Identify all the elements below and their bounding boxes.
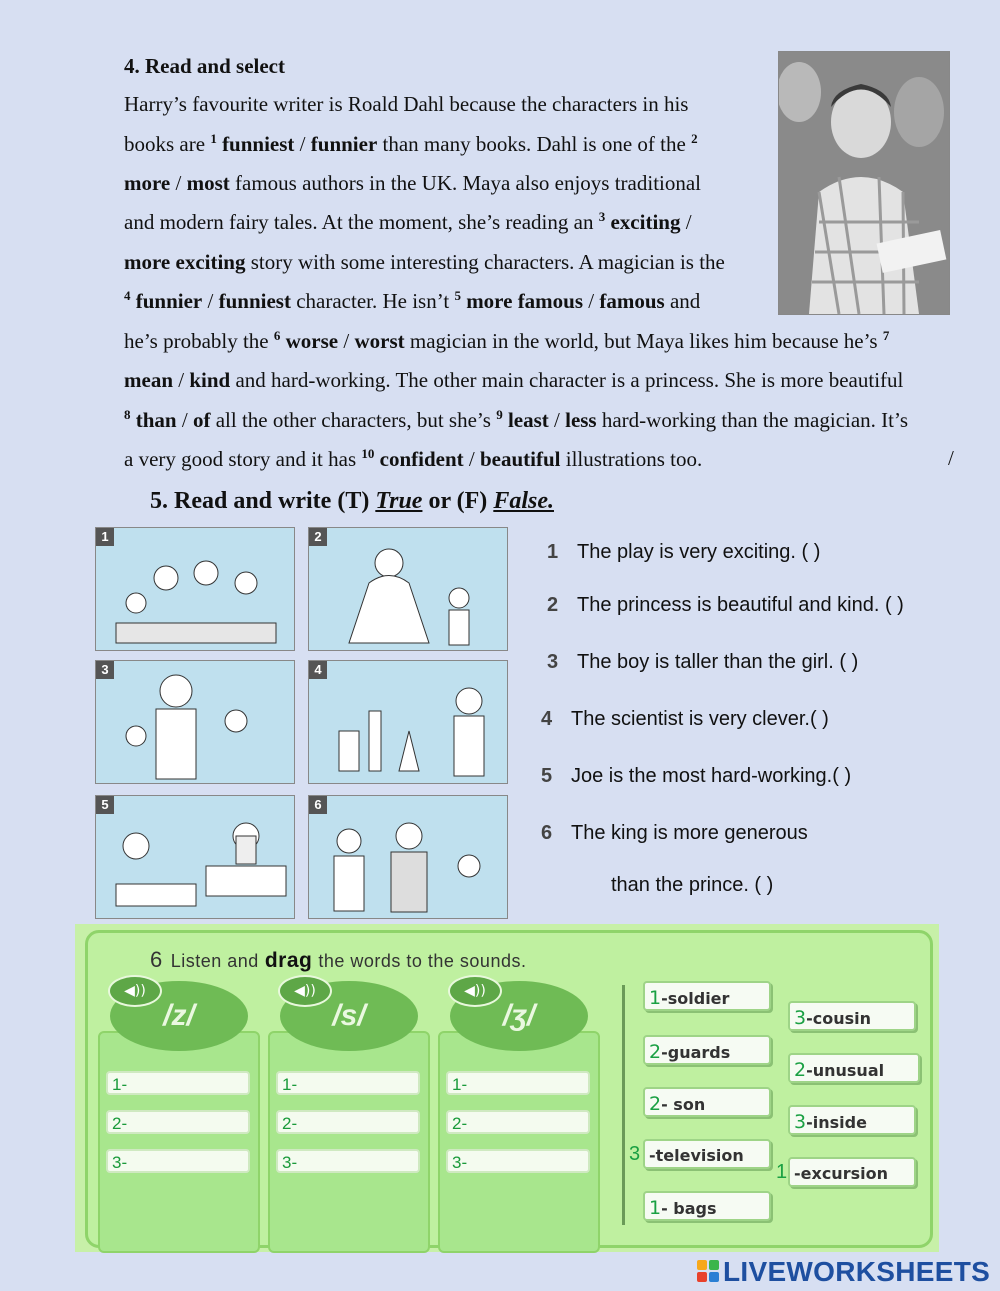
panel-illustration [309,661,507,783]
activity-frame [85,930,933,1248]
tile-answer-number: 3 [794,1111,807,1133]
passage-line [124,131,698,157]
option-word[interactable]: funnier [135,289,203,313]
drop-slot[interactable]: 1- [106,1071,250,1095]
passage-text: and modern fairy tales. At the moment, she’s reading an [124,210,599,234]
option-word[interactable]: more [124,171,171,195]
picture-panel-6 [308,795,508,919]
sound-column-1 [98,1031,260,1253]
panel-illustration [309,796,507,918]
option-word[interactable]: worst [354,329,405,353]
listen-drag-activity [75,924,939,1252]
false-word: False. [493,488,554,514]
passage-text: he’s probably the [124,329,274,353]
word-tile[interactable] [643,1139,771,1169]
drop-slot[interactable]: 2- [446,1110,590,1134]
tile-answer-number: 1 [776,1161,788,1183]
option-word[interactable]: more exciting [124,250,246,274]
sound-label: /s/ [280,981,418,1051]
tile-answer-number: 1 [649,987,662,1009]
panel-illustration [96,796,294,918]
statement-2[interactable] [547,594,904,617]
statement-number: 2 [547,594,559,616]
passage-text: and hard-working. The other main character is a princess. She is more beautiful [230,368,904,392]
passage-text: / [338,329,355,353]
option-word[interactable]: more famous [466,289,584,313]
drop-slot[interactable]: 3- [446,1149,590,1173]
drop-slot[interactable]: 1- [446,1071,590,1095]
tile-word: - son [661,1095,706,1114]
panel-illustration [309,528,507,650]
activity-number: 6 [150,947,163,972]
option-word[interactable]: confident [379,447,464,471]
passage-text: famous authors in the UK. Maya also enjoys traditional [229,171,702,195]
picture-panel-2 [308,527,508,651]
option-word[interactable]: funnier [310,132,378,156]
item-number: 8 [124,407,131,422]
passage-text: story with some interesting characters. A magician is the [245,250,725,274]
passage-line [124,328,889,354]
passage-text: / [583,289,600,313]
word-tile[interactable] [788,1105,916,1135]
item-number: 10 [361,446,375,461]
passage-text: and [664,289,701,313]
picture-panel-3 [95,660,295,784]
drop-slot[interactable]: 2- [106,1110,250,1134]
tile-answer-number: 2 [649,1041,662,1063]
sound-column-3 [438,1031,600,1253]
panel-number: 2 [309,528,327,546]
section5-title [150,488,554,515]
item-number: 9 [496,407,503,422]
option-word[interactable]: kind [189,368,231,392]
passage-text: character. He isn’t [290,289,455,313]
tile-word: -excursion [794,1164,888,1183]
passage-text: / [294,132,311,156]
passage-text: / [173,368,190,392]
speaker-icon[interactable]: ◀)) [448,975,502,1007]
tile-word: -unusual [806,1061,885,1080]
tile-answer-number: 3 [794,1007,807,1029]
option-word[interactable]: than [135,408,177,432]
option-word[interactable]: of [192,408,211,432]
passage-text: magician in the world, but Maya likes him because he’s [404,329,883,353]
passage-text: hard-working than the magician. It’s [596,408,909,432]
passage-text: / [170,171,187,195]
statement-text: The boy is taller than the girl. ( ) [577,651,859,673]
tile-answer-number: 3 [629,1143,641,1165]
passage-line [124,91,688,117]
passage-text: / [680,210,692,234]
option-word[interactable]: funniest [222,132,295,156]
word-tile[interactable] [643,981,771,1011]
picture-panel-4 [308,660,508,784]
statement-number: 4 [541,708,553,730]
panel-illustration [96,528,294,650]
tile-word: -guards [661,1043,731,1062]
statement-text: Joe is the most hard-working.( ) [571,765,852,787]
logo-icon [697,1260,721,1284]
statement-number: 5 [541,765,553,787]
passage-line [124,288,700,314]
statement-number: 1 [547,541,559,563]
speaker-icon[interactable]: ◀)) [278,975,332,1007]
passage-line [124,249,725,275]
picture-panel-1 [95,527,295,651]
word-tile[interactable] [643,1035,771,1065]
panel-number: 3 [96,661,114,679]
option-word[interactable]: funniest [218,289,291,313]
passage-text: / [176,408,193,432]
word-tile[interactable] [643,1087,771,1117]
passage-text: / [202,289,219,313]
activity-title [150,947,526,973]
item-number: 4 [124,288,131,303]
word-tile[interactable] [788,1001,916,1031]
drop-slot[interactable]: 1- [276,1071,420,1095]
panel-illustration [96,661,294,783]
statement-6[interactable] [541,822,808,845]
drag-word: drag [264,949,313,972]
statement-3[interactable] [547,651,858,674]
section5-title-mid: or (F) [422,488,494,514]
statement-number: 3 [547,651,559,673]
option-word[interactable]: exciting [610,210,681,234]
passage-text: a very good story and it has [124,447,362,471]
statement-number: 6 [541,822,553,844]
panel-number: 5 [96,796,114,814]
section4-title: 4. Read and select [124,54,285,78]
section5-title-prefix: 5. Read and write (T) [150,488,376,514]
statement-text: The scientist is very clever.( ) [571,708,829,730]
tile-answer-number: 2 [794,1059,807,1081]
activity-title-a: Listen and [170,951,259,971]
tile-word: - bags [661,1199,717,1218]
panel-number: 6 [309,796,327,814]
passage-line [124,170,701,196]
passage-text: Harry’s favourite writer is Roald Dahl because the characters in his [124,92,689,116]
statement-1[interactable] [547,541,820,564]
speaker-icon[interactable]: ◀)) [108,975,162,1007]
boy-reading-photo [778,51,950,315]
item-number: 1 [210,131,217,146]
sound-label: /z/ [110,981,248,1051]
passage-text: books are [124,132,211,156]
picture-panel-5 [95,795,295,919]
sound-column-2 [268,1031,430,1253]
word-tile[interactable] [788,1053,920,1083]
tile-word: -soldier [661,989,730,1008]
option-word[interactable]: worse [285,329,339,353]
trailing-slash: / [948,446,954,470]
drop-slot[interactable]: 3- [106,1149,250,1173]
word-tile[interactable] [643,1191,771,1221]
sound-label: /ʒ/ [450,981,588,1051]
option-word[interactable]: less [565,408,597,432]
item-number: 7 [882,328,890,343]
logo-text: LIVEWORKSHEETS [723,1256,991,1287]
tile-word: -cousin [806,1009,871,1028]
item-number: 5 [454,288,461,303]
option-word[interactable]: least [507,408,549,432]
item-number: 6 [273,328,281,343]
liveworksheets-logo [697,1256,990,1288]
option-word[interactable]: most [186,171,230,195]
passage-text: all the other characters, but she’s [210,408,497,432]
passage-line [124,446,702,472]
tile-word: -television [649,1146,744,1165]
tile-word: -inside [806,1113,867,1132]
drop-slot[interactable]: 2- [276,1110,420,1134]
drop-slot[interactable]: 3- [276,1149,420,1173]
word-tile[interactable] [788,1157,916,1187]
passage-text: illustrations too. [560,447,703,471]
statement-text: The play is very exciting. ( ) [577,541,821,563]
tile-answer-number: 1 [649,1197,662,1219]
passage-line [124,209,692,235]
statement-4[interactable] [541,708,829,731]
item-number: 3 [598,209,606,224]
panel-number: 1 [96,528,114,546]
true-word: True [375,488,423,514]
statement-5[interactable] [541,765,851,788]
option-word[interactable]: mean [124,368,173,392]
passage-text: / [548,408,566,432]
tile-answer-number: 2 [649,1093,662,1115]
passage-line [124,367,903,393]
item-number: 2 [691,131,698,146]
passage-text: than many books. Dahl is one of the [377,132,692,156]
passage-text: / [463,447,480,471]
passage-line [124,407,908,433]
column-divider [622,985,625,1225]
option-word[interactable]: famous [599,289,665,313]
statement-text: The king is more generous [571,822,808,844]
activity-title-b: the words to the sounds. [318,951,527,971]
option-word[interactable]: beautiful [479,447,561,471]
statement-6-continuation: than the prince. ( ) [611,874,774,896]
panel-number: 4 [309,661,327,679]
statement-text: The princess is beautiful and kind. ( ) [577,594,904,616]
